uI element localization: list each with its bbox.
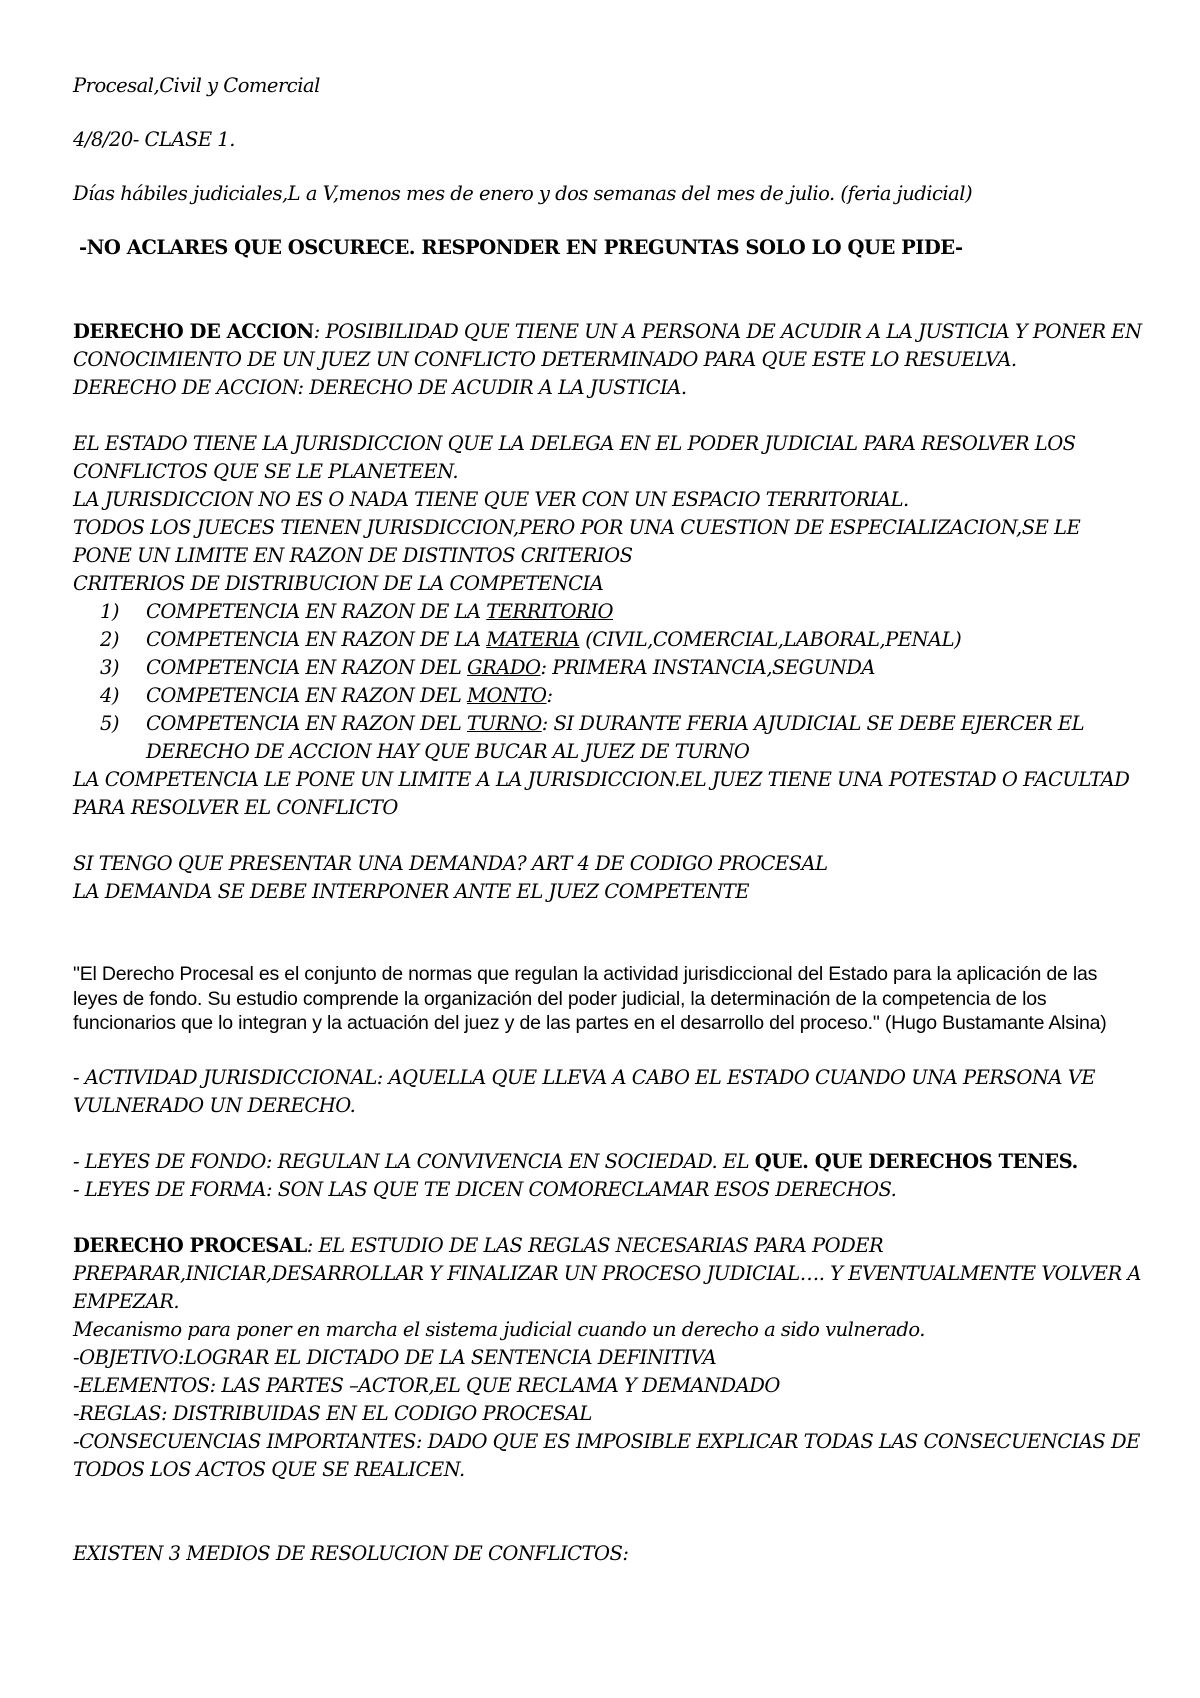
list-text: : PRIMERA INSTANCIA,SEGUNDA — [540, 656, 875, 679]
list-text: : — [546, 684, 553, 707]
business-days-note: Días hábiles judiciales,L a V,menos mes de enero y dos semanas del mes de julio. (feria judicial) — [73, 182, 973, 205]
procesal-item: -CONSECUENCIAS IMPORTANTES: DADO QUE ES IMPOSIBLE EXPLICAR TODAS LAS CONSECUENCIAS DE TODOS LOS ACTOS QUE SE REALICEN. — [73, 1429, 1140, 1481]
list-item — [73, 654, 1143, 682]
list-number: 4) — [100, 684, 120, 707]
medios-resolucion-heading: EXISTEN 3 MEDIOS DE RESOLUCION DE CONFLICTOS: — [73, 1541, 629, 1565]
derecho-accion-definition — [73, 318, 1143, 374]
procesal-item: -OBJETIVO:LOGRAR EL DICTADO DE LA SENTENCIA DEFINITIVA — [73, 1345, 717, 1369]
derecho-procesal-text: : EL ESTUDIO DE LAS REGLAS NECESARIAS PARA PODER PREPARAR,INICIAR,DESARROLLAR Y FINALIZAR UN PROCESO JUDICIAL…. Y EVENTUALMENTE VOLVER A EMPEZAR. — [73, 1233, 1142, 1313]
procesal-item: -ELEMENTOS: LAS PARTES –ACTOR,EL QUE RECLAMA Y DEMANDADO — [73, 1373, 780, 1397]
demanda-question: SI TENGO QUE PRESENTAR UNA DEMANDA? ART 4 DE CODIGO PROCESAL — [73, 852, 828, 875]
derecho-accion-text: : POSIBILIDAD QUE TIENE UN A PERSONA DE ACUDIR A LA JUSTICIA Y PONER EN CONOCIMIENTO DE UN JUEZ UN CONFLICTO DETERMINADO PARA QUE ESTE LO RESUELVA. — [73, 320, 1142, 371]
subject-title: Procesal,Civil y Comercial — [73, 74, 320, 97]
bustamante-quote: "El Derecho Procesal es el conjunto de normas que regulan la actividad jurisdiccional del Estado para la aplicación de las leyes de fondo. Su estudio comprende la organización del poder judicial, la determinación de la competencia de los funcionarios que lo integran y la actuación del juez y de las partes en el desarrollo del proceso." (Hugo Bustamante Alsina) — [73, 963, 1107, 1034]
list-number: 3) — [100, 656, 120, 679]
list-text: COMPETENCIA EN RAZON DE LA — [146, 628, 487, 651]
list-item — [73, 598, 1143, 626]
list-keyword: TERRITORIO — [486, 600, 613, 623]
list-keyword: MATERIA — [486, 628, 580, 651]
list-text: COMPETENCIA EN RAZON DEL — [146, 656, 468, 679]
list-keyword: MONTO — [467, 684, 547, 707]
leyes-fondo-text: - LEYES DE FONDO: REGULAN LA CONVIVENCIA EN SOCIEDAD. EL — [73, 1149, 755, 1173]
derecho-accion-line2: DERECHO DE ACCION: DERECHO DE ACUDIR A LA JUSTICIA. — [73, 376, 687, 399]
list-number: 2) — [100, 628, 120, 651]
list-text: (CIVIL,COMERCIAL,LABORAL,PENAL) — [579, 628, 962, 651]
leyes-de-fondo — [73, 1148, 1143, 1176]
demanda-answer: LA DEMANDA SE DEBE INTERPONER ANTE EL JUEZ COMPETENTE — [73, 880, 749, 903]
derecho-procesal-definition — [73, 1232, 1143, 1316]
leyes-de-forma: - LEYES DE FORMA: SON LAS QUE TE DICEN COMORECLAMAR ESOS DERECHOS. — [73, 1177, 897, 1201]
mecanismo-note: Mecanismo para poner en marcha el sistema judicial cuando un derecho a sido vulnerado. — [73, 1317, 926, 1341]
list-number: 1) — [100, 600, 120, 623]
list-keyword: GRADO — [467, 656, 541, 679]
list-item — [73, 710, 1143, 766]
competencia-limite: LA COMPETENCIA LE PONE UN LIMITE A LA JURISDICCION.EL JUEZ TIENE UNA POTESTAD O FACULTAD PARA RESOLVER EL CONFLICTO — [73, 768, 1130, 819]
leyes-fondo-emphasis: QUE. QUE DERECHOS TENES. — [754, 1149, 1078, 1173]
list-keyword: TURNO — [467, 712, 542, 735]
criterios-title: CRITERIOS DE DISTRIBUCION DE LA COMPETENCIA — [73, 572, 604, 595]
list-text: COMPETENCIA EN RAZON DE LA — [146, 600, 487, 623]
procesal-item: -REGLAS: DISTRIBUIDAS EN EL CODIGO PROCESAL — [73, 1401, 592, 1425]
instruction-banner: -NO ACLARES QUE OSCURECE. RESPONDER EN PREGUNTAS SOLO LO QUE PIDE- — [79, 236, 963, 259]
list-item — [73, 682, 1143, 710]
derecho-accion-term: DERECHO DE ACCION — [73, 320, 314, 343]
jurisdiccion-paragraph-3: TODOS LOS JUECES TIENEN JURISDICCION,PERO POR UNA CUESTION DE ESPECIALIZACION,SE LE PONE UN LIMITE EN RAZON DE DISTINTOS CRITERIOS — [73, 516, 1081, 567]
derecho-procesal-term: DERECHO PROCESAL — [73, 1233, 307, 1257]
actividad-jurisdiccional: - ACTIVIDAD JURISDICCIONAL: AQUELLA QUE LLEVA A CABO EL ESTADO CUANDO UNA PERSONA VE VULNERADO UN DERECHO. — [73, 1065, 1096, 1117]
document-body — [73, 72, 1143, 1568]
jurisdiccion-paragraph-1: EL ESTADO TIENE LA JURISDICCION QUE LA DELEGA EN EL PODER JUDICIAL PARA RESOLVER LOS CONFLICTOS QUE SE LE PLANETEEN. — [73, 432, 1076, 483]
list-text: COMPETENCIA EN RAZON DEL — [146, 712, 468, 735]
list-text: : SI DURANTE FERIA AJUDICIAL SE DEBE EJERCER EL DERECHO DE ACCION HAY QUE BUCAR AL JUEZ DE TURNO — [146, 712, 1085, 763]
list-text: COMPETENCIA EN RAZON DEL — [146, 684, 468, 707]
criterios-list — [73, 598, 1143, 766]
list-number: 5) — [100, 712, 120, 735]
list-item — [73, 626, 1143, 654]
class-date: 4/8/20- CLASE 1. — [73, 128, 235, 151]
jurisdiccion-paragraph-2: LA JURISDICCION NO ES O NADA TIENE QUE VER CON UN ESPACIO TERRITORIAL. — [73, 488, 909, 511]
